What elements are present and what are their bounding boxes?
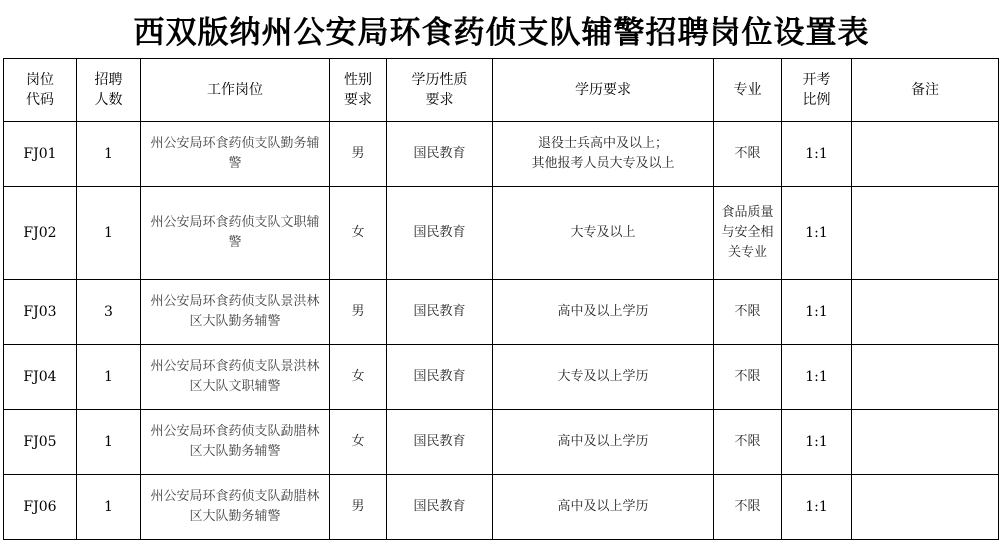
cell-edu-req: 高中及以上学历 (493, 280, 714, 345)
cell-edu-type: 国民教育 (387, 345, 493, 410)
cell-major: 不限 (714, 280, 782, 345)
cell-major: 食品质量与安全相关专业 (714, 187, 782, 280)
cell-ratio: 1:1 (782, 475, 852, 540)
cell-code: FJ05 (4, 410, 77, 475)
cell-post: 州公安局环食药侦支队文职辅警 (141, 187, 330, 280)
table-row (4, 122, 999, 187)
cell-count: 1 (77, 345, 141, 410)
cell-gender: 女 (330, 345, 387, 410)
cell-note (852, 345, 999, 410)
header-edu-req: 学历要求 (493, 59, 714, 122)
cell-note (852, 280, 999, 345)
cell-ratio: 1:1 (782, 280, 852, 345)
page-title: 西双版纳州公安局环食药侦支队辅警招聘岗位设置表 (133, 14, 870, 51)
cell-count: 1 (77, 475, 141, 540)
cell-edu-req: 高中及以上学历 (493, 410, 714, 475)
cell-count: 1 (77, 410, 141, 475)
cell-edu-type: 国民教育 (387, 187, 493, 280)
cell-ratio: 1:1 (782, 410, 852, 475)
cell-code: FJ03 (4, 280, 77, 345)
cell-edu-req: 高中及以上学历 (493, 475, 714, 540)
cell-edu-req: 大专及以上学历 (493, 345, 714, 410)
cell-post: 州公安局环食药侦支队景洪林区大队勤务辅警 (141, 280, 330, 345)
cell-major: 不限 (714, 410, 782, 475)
table-row (4, 345, 999, 410)
cell-major: 不限 (714, 475, 782, 540)
recruitment-table (3, 58, 999, 540)
cell-major: 不限 (714, 345, 782, 410)
header-row (4, 59, 999, 122)
cell-count: 1 (77, 122, 141, 187)
cell-count: 1 (77, 187, 141, 280)
cell-edu-req: 大专及以上 (493, 187, 714, 280)
cell-edu-req: 退役士兵高中及以上； 其他报考人员大专及以上 (493, 122, 714, 187)
cell-code: FJ02 (4, 187, 77, 280)
cell-post: 州公安局环食药侦支队勐腊林区大队勤务辅警 (141, 410, 330, 475)
header-code: 岗位 代码 (4, 59, 77, 122)
cell-gender: 女 (330, 410, 387, 475)
cell-edu-type: 国民教育 (387, 410, 493, 475)
cell-count: 3 (77, 280, 141, 345)
table-row (4, 475, 999, 540)
header-post: 工作岗位 (141, 59, 330, 122)
cell-ratio: 1:1 (782, 345, 852, 410)
header-major: 专业 (714, 59, 782, 122)
table-row (4, 280, 999, 345)
cell-post: 州公安局环食药侦支队景洪林区大队文职辅警 (141, 345, 330, 410)
cell-gender: 女 (330, 187, 387, 280)
cell-gender: 男 (330, 475, 387, 540)
header-edu-type: 学历性质 要求 (387, 59, 493, 122)
cell-major: 不限 (714, 122, 782, 187)
header-gender: 性别 要求 (330, 59, 387, 122)
cell-edu-type: 国民教育 (387, 122, 493, 187)
cell-post: 州公安局环食药侦支队勐腊林区大队勤务辅警 (141, 475, 330, 540)
cell-ratio: 1:1 (782, 187, 852, 280)
header-count: 招聘 人数 (77, 59, 141, 122)
table-row (4, 187, 999, 280)
cell-note (852, 122, 999, 187)
cell-code: FJ01 (4, 122, 77, 187)
table-row (4, 410, 999, 475)
cell-code: FJ04 (4, 345, 77, 410)
cell-edu-type: 国民教育 (387, 280, 493, 345)
cell-note (852, 187, 999, 280)
cell-note (852, 475, 999, 540)
header-ratio: 开考 比例 (782, 59, 852, 122)
cell-note (852, 410, 999, 475)
cell-gender: 男 (330, 280, 387, 345)
cell-ratio: 1:1 (782, 122, 852, 187)
cell-post: 州公安局环食药侦支队勤务辅警 (141, 122, 330, 187)
cell-gender: 男 (330, 122, 387, 187)
cell-edu-type: 国民教育 (387, 475, 493, 540)
cell-code: FJ06 (4, 475, 77, 540)
header-note: 备注 (852, 59, 999, 122)
